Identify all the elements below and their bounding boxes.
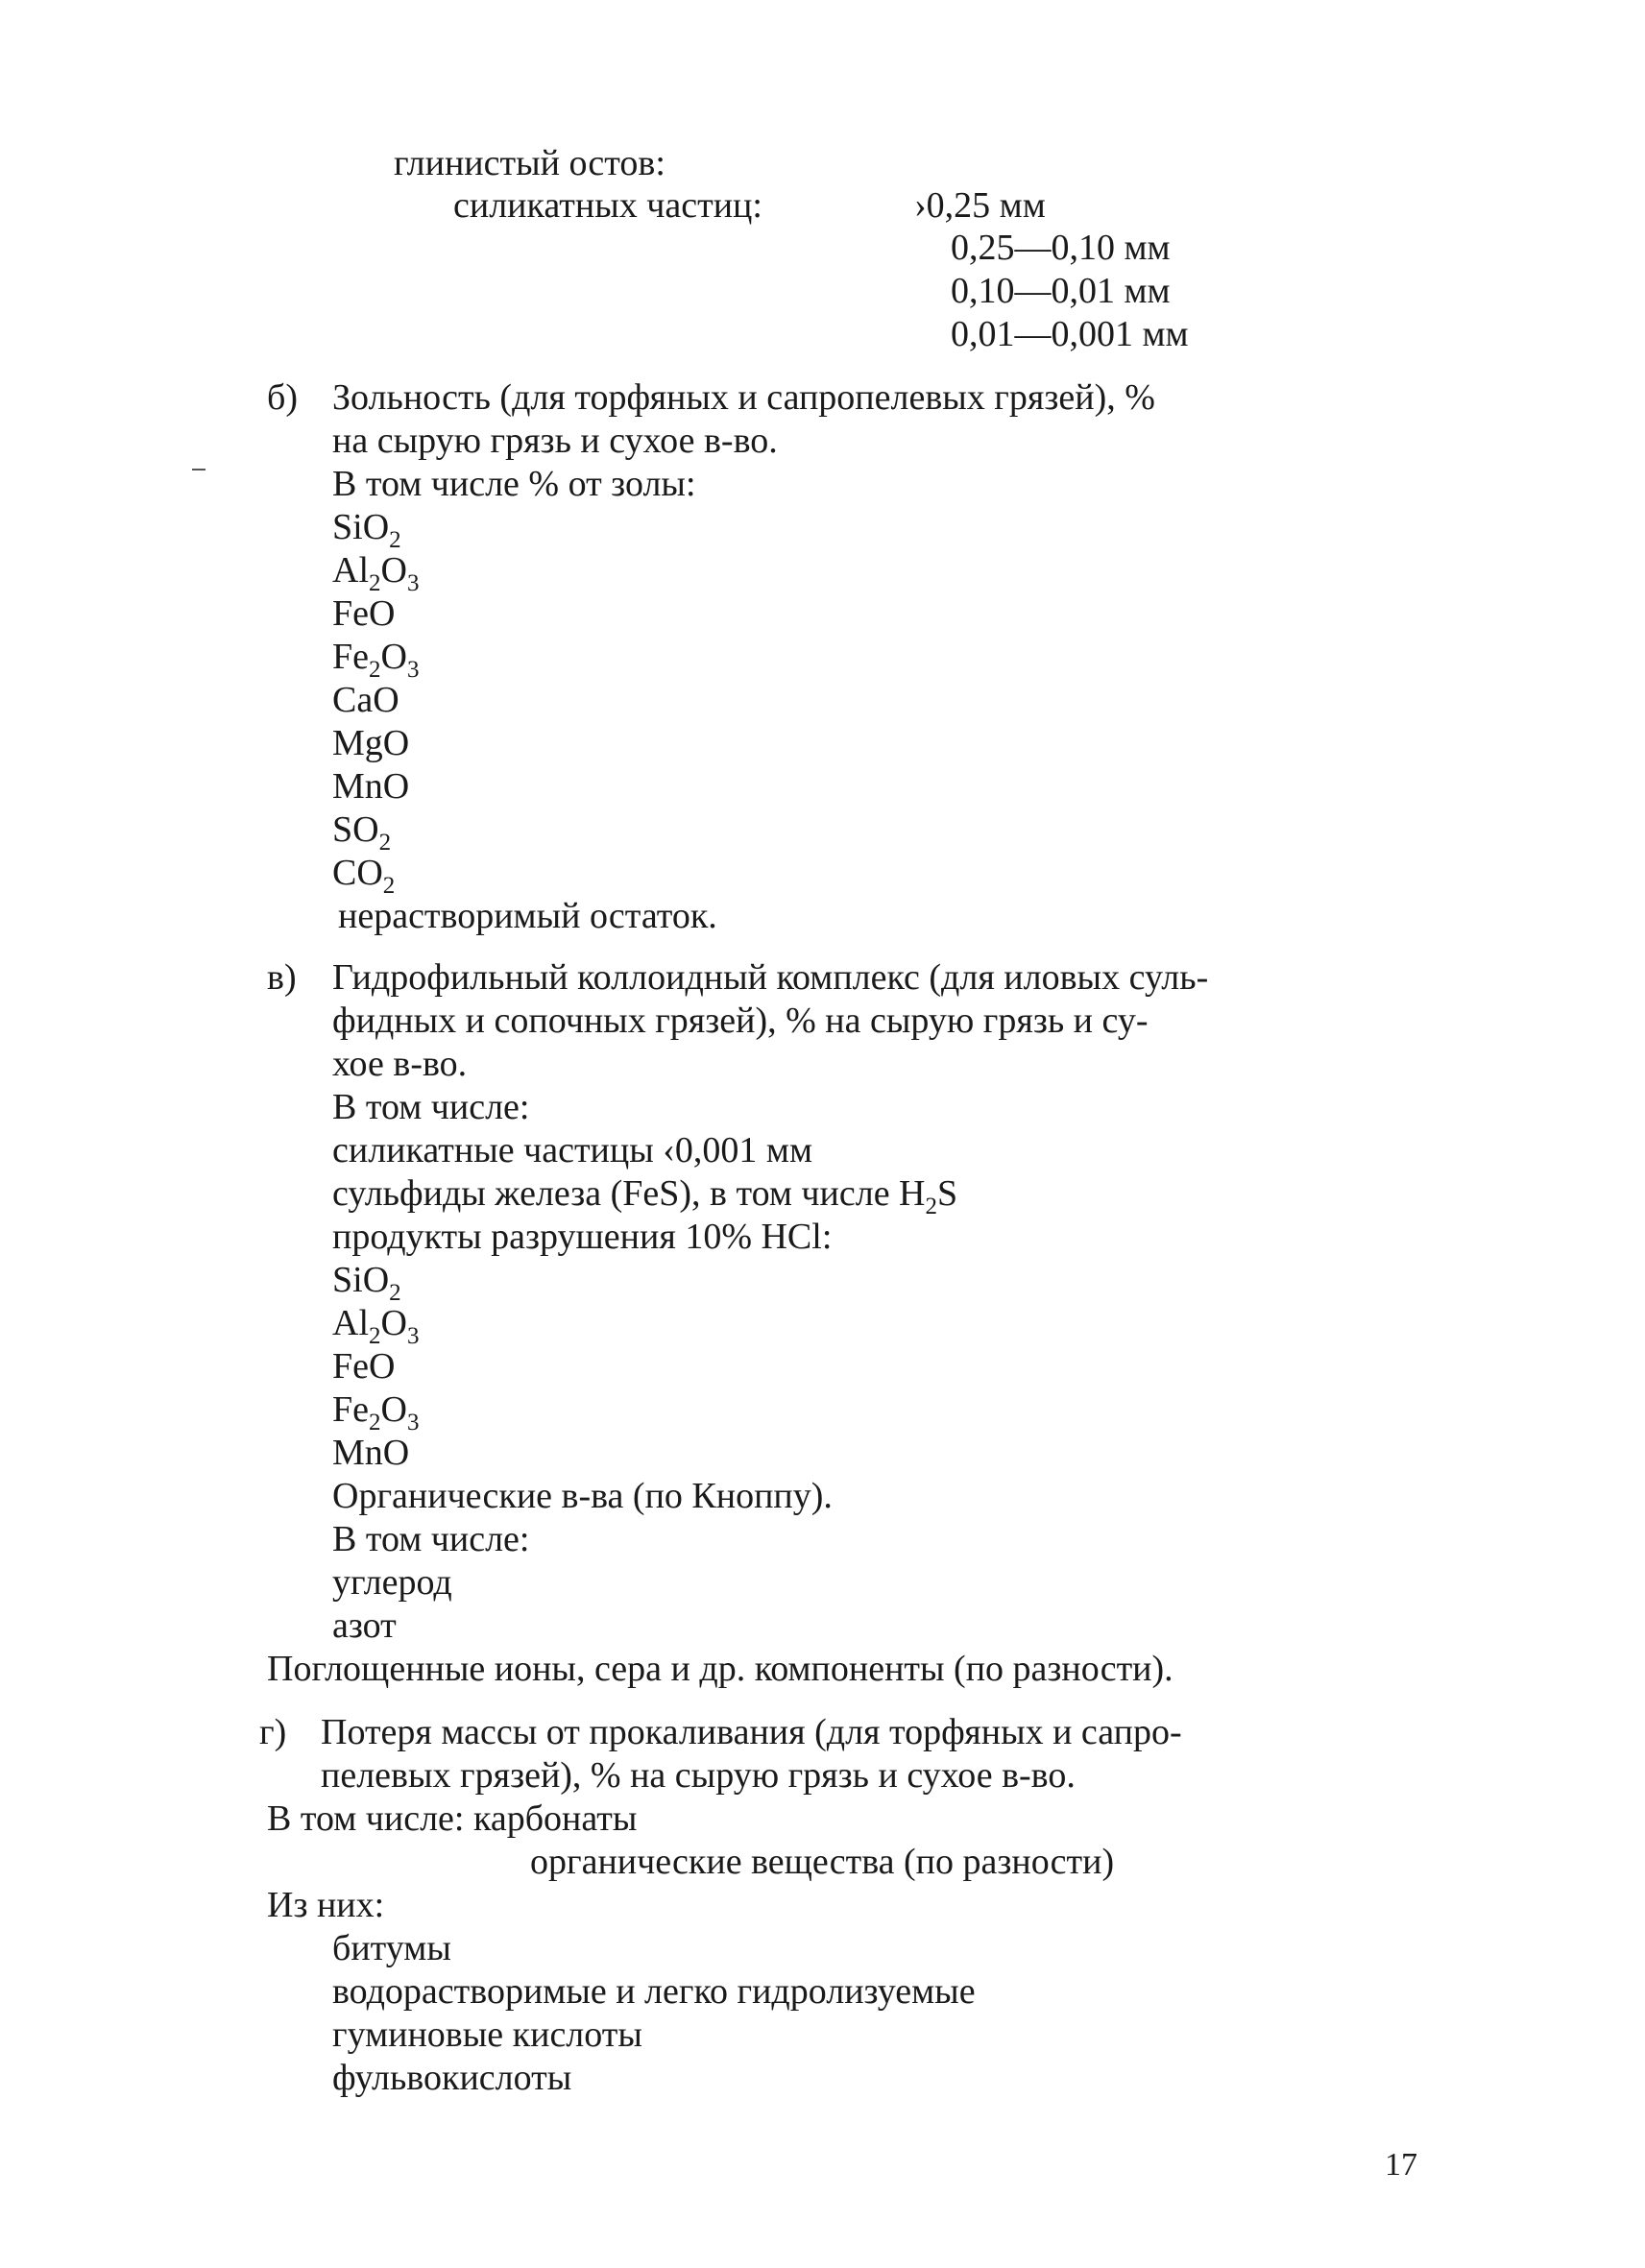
- page-number: 17: [1385, 2147, 1417, 2183]
- formula-fe2o3-v: $Fe_2O_3$: [332, 1389, 420, 1436]
- organic-carbon: углерод: [332, 1562, 452, 1603]
- formula-sio2-v: SiO$_2$: [332, 1260, 401, 1306]
- formula-mno: MnO: [332, 766, 410, 807]
- fulvic-acids: фульвокислоты: [332, 2058, 572, 2098]
- formula-cao: CaO: [332, 680, 399, 720]
- section-v-subheading: В том числе:: [332, 1087, 530, 1127]
- formula-al2o3-v: $Al_2O_3$: [332, 1303, 420, 1349]
- silicate-label: силикатных частиц:: [453, 185, 762, 226]
- section-g-line-2: пелевых грязей), % на сырую грязь и сухое в-во.: [321, 1755, 1076, 1796]
- formula-mno-v: MnO: [332, 1433, 410, 1473]
- section-b-line-1: Зольность (для торфяных и сапропелевых грязей), %: [332, 377, 1155, 418]
- formula-al2o3: $Al_2O_3$: [332, 550, 420, 596]
- humic-acids: гуминовые кислоты: [332, 2015, 642, 2055]
- section-b-line-2: на сырую грязь и сухое в-во.: [332, 421, 778, 461]
- section-v-line-1: Гидрофильный коллоидный комплекс (для иловых суль-: [332, 957, 1209, 998]
- margin-mark: [192, 469, 206, 470]
- organic-subheading: В том числе:: [332, 1519, 530, 1559]
- section-v-line-3: хое в-во.: [332, 1044, 468, 1084]
- fraction-2: 0,25—0,10 мм: [951, 228, 1171, 268]
- organic-substances: органические вещества (по разности): [530, 1842, 1115, 1882]
- section-b-marker: б): [267, 377, 298, 418]
- iron-sulfides: сульфиды железа (FeS), в том числе $H_2S$: [332, 1173, 958, 1219]
- formula-feo-v: FeO: [332, 1346, 396, 1387]
- insoluble-residue: нерастворимый остаток.: [338, 896, 717, 936]
- absorbed-ions: Поглощенные ионы, сера и др. компоненты (по разности).: [267, 1649, 1173, 1689]
- bitumens: битумы: [332, 1928, 451, 1968]
- formula-feo: FeO: [332, 593, 396, 634]
- section-g-line-1: Потеря массы от прокаливания (для торфяных и сапро-: [321, 1712, 1182, 1752]
- hcl-products: продукты разрушения 10% HCl:: [332, 1217, 833, 1257]
- section-v-line-2: фидных и сопочных грязей), % на сырую грязь и су-: [332, 1001, 1149, 1041]
- silicate-particles: силикатные частицы ‹0,001 мм: [332, 1130, 813, 1170]
- formula-sio2: SiO$_2$: [332, 507, 401, 553]
- water-soluble: водорастворимые и легко гидролизуемые: [332, 1971, 976, 2012]
- fraction-1: ›0,25 мм: [914, 185, 1046, 226]
- section-g-marker: г): [259, 1712, 287, 1752]
- formula-so2: $SO_2$: [332, 809, 392, 856]
- organic-matter: Органические в-ва (по Кноппу).: [332, 1476, 833, 1516]
- section-v-marker: в): [267, 957, 297, 998]
- skeleton-heading: глинистый остов:: [394, 143, 665, 183]
- section-b-subheading: В том числе % от золы:: [332, 464, 696, 504]
- organic-nitrogen: азот: [332, 1605, 397, 1646]
- formula-mgo: MgO: [332, 723, 410, 763]
- formula-fe2o3: $Fe_2O_3$: [332, 637, 420, 683]
- section-g-subheading: В том числе: карбонаты: [267, 1798, 638, 1839]
- formula-co2: $CO_2$: [332, 853, 396, 899]
- fraction-3: 0,10—0,01 мм: [951, 271, 1171, 311]
- fraction-4: 0,01—0,001 мм: [951, 314, 1189, 354]
- from-them: Из них:: [267, 1885, 385, 1925]
